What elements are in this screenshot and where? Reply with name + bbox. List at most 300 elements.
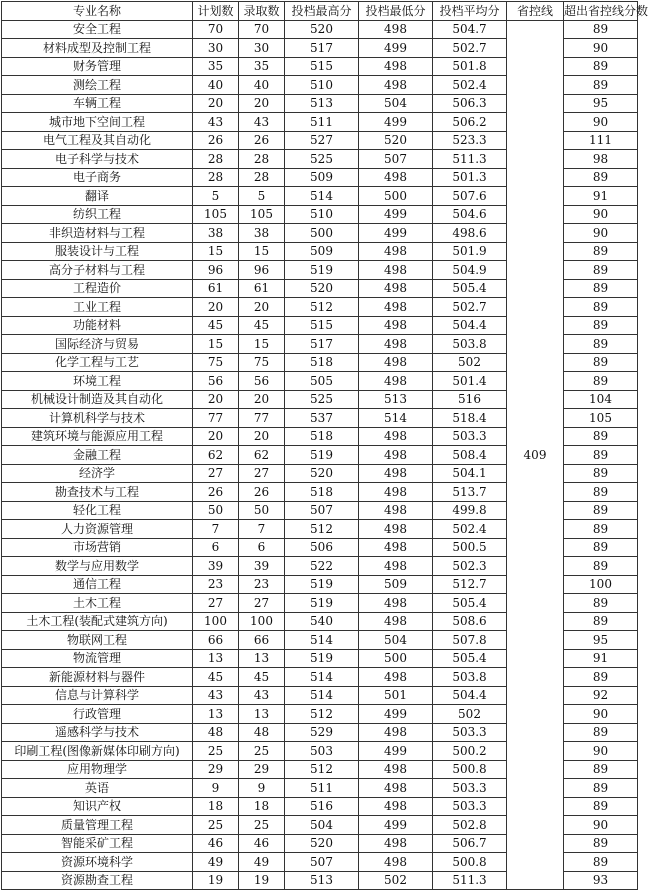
cell-avg-score: 503.3: [433, 797, 507, 816]
cell-avg-score: 504.1: [433, 464, 507, 483]
cell-plan-count: 20: [193, 427, 239, 446]
cell-above-control: 89: [564, 483, 638, 502]
cell-above-control: 89: [564, 797, 638, 816]
cell-min-score: 509: [359, 575, 433, 594]
cell-major: 城市地下空间工程: [2, 113, 193, 132]
header-major: 专业名称: [2, 2, 193, 21]
cell-above-control: 89: [564, 427, 638, 446]
cell-major: 机械设计制造及其自动化: [2, 390, 193, 409]
cell-plan-count: 26: [193, 483, 239, 502]
cell-above-control: 89: [564, 298, 638, 317]
cell-admitted-count: 70: [239, 20, 285, 39]
cell-above-control: 89: [564, 168, 638, 187]
cell-major: 工程造价: [2, 279, 193, 298]
cell-major: 物联网工程: [2, 631, 193, 650]
cell-min-score: 502: [359, 871, 433, 890]
cell-min-score: 498: [359, 57, 433, 76]
cell-admitted-count: 23: [239, 575, 285, 594]
cell-above-control: 89: [564, 446, 638, 465]
cell-above-control: 90: [564, 742, 638, 761]
cell-plan-count: 28: [193, 168, 239, 187]
cell-major: 资源环境科学: [2, 853, 193, 872]
cell-above-control: 89: [564, 760, 638, 779]
cell-admitted-count: 61: [239, 279, 285, 298]
cell-above-control: 89: [564, 668, 638, 687]
cell-min-score: 498: [359, 668, 433, 687]
cell-plan-count: 61: [193, 279, 239, 298]
cell-admitted-count: 15: [239, 335, 285, 354]
cell-min-score: 498: [359, 76, 433, 95]
cell-min-score: 498: [359, 723, 433, 742]
cell-avg-score: 507.8: [433, 631, 507, 650]
cell-major: 车辆工程: [2, 94, 193, 113]
cell-max-score: 510: [285, 76, 359, 95]
cell-plan-count: 70: [193, 20, 239, 39]
cell-plan-count: 43: [193, 686, 239, 705]
cell-min-score: 498: [359, 501, 433, 520]
cell-admitted-count: 30: [239, 39, 285, 58]
cell-avg-score: 498.6: [433, 224, 507, 243]
cell-avg-score: 504.4: [433, 316, 507, 335]
cell-avg-score: 508.4: [433, 446, 507, 465]
cell-admitted-count: 62: [239, 446, 285, 465]
cell-major: 新能源材料与器件: [2, 668, 193, 687]
cell-max-score: 517: [285, 39, 359, 58]
cell-above-control: 89: [564, 520, 638, 539]
cell-avg-score: 505.4: [433, 279, 507, 298]
cell-avg-score: 502.4: [433, 520, 507, 539]
cell-admitted-count: 20: [239, 427, 285, 446]
cell-major: 物流管理: [2, 649, 193, 668]
cell-major: 电子科学与技术: [2, 150, 193, 169]
cell-avg-score: 501.9: [433, 242, 507, 261]
cell-max-score: 540: [285, 612, 359, 631]
cell-admitted-count: 26: [239, 483, 285, 502]
cell-max-score: 522: [285, 557, 359, 576]
cell-major: 应用物理学: [2, 760, 193, 779]
cell-min-score: 499: [359, 39, 433, 58]
cell-plan-count: 26: [193, 131, 239, 150]
cell-major: 电气工程及其自动化: [2, 131, 193, 150]
cell-avg-score: 511.3: [433, 871, 507, 890]
cell-above-control: 89: [564, 372, 638, 391]
cell-above-control: 89: [564, 20, 638, 39]
cell-max-score: 509: [285, 242, 359, 261]
cell-major: 质量管理工程: [2, 816, 193, 835]
cell-admitted-count: 56: [239, 372, 285, 391]
cell-avg-score: 502.8: [433, 816, 507, 835]
cell-max-score: 518: [285, 427, 359, 446]
header-row: [2, 2, 638, 21]
cell-min-score: 504: [359, 631, 433, 650]
cell-plan-count: 75: [193, 353, 239, 372]
cell-major: 建筑环境与能源应用工程: [2, 427, 193, 446]
cell-min-score: 499: [359, 742, 433, 761]
cell-above-control: 95: [564, 631, 638, 650]
cell-min-score: 498: [359, 335, 433, 354]
cell-admitted-count: 45: [239, 316, 285, 335]
cell-avg-score: 504.6: [433, 205, 507, 224]
cell-plan-count: 18: [193, 797, 239, 816]
cell-min-score: 498: [359, 483, 433, 502]
cell-above-control: 104: [564, 390, 638, 409]
cell-plan-count: 105: [193, 205, 239, 224]
cell-avg-score: 504.9: [433, 261, 507, 280]
cell-major: 功能材料: [2, 316, 193, 335]
cell-min-score: 498: [359, 353, 433, 372]
cell-avg-score: 516: [433, 390, 507, 409]
cell-avg-score: 502.7: [433, 39, 507, 58]
cell-admitted-count: 38: [239, 224, 285, 243]
cell-min-score: 498: [359, 853, 433, 872]
cell-avg-score: 502: [433, 353, 507, 372]
cell-major: 安全工程: [2, 20, 193, 39]
cell-admitted-count: 13: [239, 649, 285, 668]
cell-min-score: 498: [359, 261, 433, 280]
cell-plan-count: 13: [193, 705, 239, 724]
cell-admitted-count: 35: [239, 57, 285, 76]
cell-avg-score: 501.4: [433, 372, 507, 391]
cell-admitted-count: 6: [239, 538, 285, 557]
cell-avg-score: 500.8: [433, 853, 507, 872]
cell-major: 纺织工程: [2, 205, 193, 224]
cell-above-control: 90: [564, 224, 638, 243]
cell-min-score: 498: [359, 298, 433, 317]
cell-major: 化学工程与工艺: [2, 353, 193, 372]
cell-avg-score: 501.3: [433, 168, 507, 187]
cell-max-score: 520: [285, 20, 359, 39]
cell-admitted-count: 20: [239, 298, 285, 317]
cell-min-score: 498: [359, 427, 433, 446]
cell-max-score: 512: [285, 298, 359, 317]
cell-min-score: 499: [359, 205, 433, 224]
cell-major: 经济学: [2, 464, 193, 483]
cell-plan-count: 66: [193, 631, 239, 650]
cell-above-control: 111: [564, 131, 638, 150]
cell-major: 知识产权: [2, 797, 193, 816]
cell-min-score: 504: [359, 94, 433, 113]
cell-above-control: 89: [564, 261, 638, 280]
cell-above-control: 89: [564, 779, 638, 798]
cell-admitted-count: 27: [239, 594, 285, 613]
cell-max-score: 500: [285, 224, 359, 243]
cell-admitted-count: 29: [239, 760, 285, 779]
table-row: [2, 20, 638, 39]
cell-admitted-count: 20: [239, 94, 285, 113]
cell-min-score: 501: [359, 686, 433, 705]
cell-max-score: 525: [285, 390, 359, 409]
cell-plan-count: 25: [193, 742, 239, 761]
cell-avg-score: 500.2: [433, 742, 507, 761]
cell-plan-count: 100: [193, 612, 239, 631]
cell-min-score: 498: [359, 242, 433, 261]
cell-admitted-count: 100: [239, 612, 285, 631]
cell-admitted-count: 43: [239, 686, 285, 705]
cell-min-score: 499: [359, 224, 433, 243]
cell-min-score: 498: [359, 372, 433, 391]
cell-min-score: 498: [359, 760, 433, 779]
cell-admitted-count: 18: [239, 797, 285, 816]
cell-plan-count: 48: [193, 723, 239, 742]
cell-min-score: 498: [359, 520, 433, 539]
cell-admitted-count: 43: [239, 113, 285, 132]
cell-max-score: 509: [285, 168, 359, 187]
cell-max-score: 504: [285, 816, 359, 835]
cell-avg-score: 506.2: [433, 113, 507, 132]
cell-admitted-count: 77: [239, 409, 285, 428]
cell-max-score: 519: [285, 446, 359, 465]
cell-major: 测绘工程: [2, 76, 193, 95]
cell-max-score: 506: [285, 538, 359, 557]
cell-max-score: 520: [285, 834, 359, 853]
cell-max-score: 511: [285, 779, 359, 798]
cell-max-score: 512: [285, 760, 359, 779]
cell-major: 工业工程: [2, 298, 193, 317]
cell-plan-count: 27: [193, 594, 239, 613]
cell-plan-count: 15: [193, 335, 239, 354]
cell-above-control: 105: [564, 409, 638, 428]
cell-avg-score: 504.4: [433, 686, 507, 705]
cell-avg-score: 518.4: [433, 409, 507, 428]
cell-above-control: 89: [564, 501, 638, 520]
cell-above-control: 89: [564, 242, 638, 261]
cell-plan-count: 23: [193, 575, 239, 594]
cell-min-score: 498: [359, 557, 433, 576]
cell-min-score: 498: [359, 20, 433, 39]
cell-plan-count: 56: [193, 372, 239, 391]
cell-max-score: 517: [285, 335, 359, 354]
cell-above-control: 89: [564, 557, 638, 576]
cell-avg-score: 508.6: [433, 612, 507, 631]
cell-above-control: 89: [564, 316, 638, 335]
cell-plan-count: 50: [193, 501, 239, 520]
cell-above-control: 90: [564, 113, 638, 132]
cell-admitted-count: 25: [239, 742, 285, 761]
cell-max-score: 507: [285, 853, 359, 872]
cell-max-score: 519: [285, 594, 359, 613]
cell-major: 计算机科学与技术: [2, 409, 193, 428]
cell-control-line: 409: [507, 20, 564, 890]
cell-admitted-count: 9: [239, 779, 285, 798]
cell-major: 土木工程: [2, 594, 193, 613]
cell-avg-score: 501.8: [433, 57, 507, 76]
cell-admitted-count: 49: [239, 853, 285, 872]
cell-plan-count: 13: [193, 649, 239, 668]
cell-major: 非织造材料与工程: [2, 224, 193, 243]
header-max-score: 投档最高分: [285, 2, 359, 21]
cell-min-score: 500: [359, 649, 433, 668]
cell-plan-count: 77: [193, 409, 239, 428]
cell-plan-count: 27: [193, 464, 239, 483]
cell-major: 英语: [2, 779, 193, 798]
cell-plan-count: 7: [193, 520, 239, 539]
cell-min-score: 499: [359, 816, 433, 835]
cell-above-control: 89: [564, 834, 638, 853]
cell-plan-count: 62: [193, 446, 239, 465]
cell-major: 服装设计与工程: [2, 242, 193, 261]
cell-avg-score: 503.8: [433, 668, 507, 687]
cell-above-control: 98: [564, 150, 638, 169]
cell-avg-score: 512.7: [433, 575, 507, 594]
cell-avg-score: 499.8: [433, 501, 507, 520]
cell-min-score: 520: [359, 131, 433, 150]
cell-plan-count: 35: [193, 57, 239, 76]
cell-min-score: 498: [359, 279, 433, 298]
cell-avg-score: 500.8: [433, 760, 507, 779]
cell-above-control: 95: [564, 94, 638, 113]
cell-avg-score: 505.4: [433, 649, 507, 668]
cell-max-score: 514: [285, 631, 359, 650]
cell-min-score: 498: [359, 446, 433, 465]
cell-plan-count: 28: [193, 150, 239, 169]
cell-min-score: 498: [359, 594, 433, 613]
cell-min-score: 498: [359, 797, 433, 816]
cell-max-score: 503: [285, 742, 359, 761]
cell-plan-count: 45: [193, 668, 239, 687]
cell-admitted-count: 25: [239, 816, 285, 835]
cell-admitted-count: 20: [239, 390, 285, 409]
cell-avg-score: 500.5: [433, 538, 507, 557]
cell-above-control: 89: [564, 57, 638, 76]
cell-max-score: 514: [285, 187, 359, 206]
cell-max-score: 518: [285, 353, 359, 372]
cell-major: 人力资源管理: [2, 520, 193, 539]
cell-avg-score: 506.3: [433, 94, 507, 113]
cell-plan-count: 20: [193, 390, 239, 409]
cell-max-score: 519: [285, 649, 359, 668]
cell-above-control: 90: [564, 205, 638, 224]
cell-admitted-count: 7: [239, 520, 285, 539]
cell-admitted-count: 19: [239, 871, 285, 890]
cell-plan-count: 25: [193, 816, 239, 835]
header-above-control: 超出省控线分数: [564, 2, 638, 21]
cell-max-score: 518: [285, 483, 359, 502]
cell-above-control: 89: [564, 335, 638, 354]
cell-min-score: 498: [359, 168, 433, 187]
cell-plan-count: 19: [193, 871, 239, 890]
cell-above-control: 89: [564, 279, 638, 298]
cell-avg-score: 523.3: [433, 131, 507, 150]
cell-max-score: 520: [285, 464, 359, 483]
cell-above-control: 89: [564, 594, 638, 613]
cell-min-score: 507: [359, 150, 433, 169]
cell-avg-score: 513.7: [433, 483, 507, 502]
cell-admitted-count: 50: [239, 501, 285, 520]
cell-min-score: 498: [359, 538, 433, 557]
cell-plan-count: 39: [193, 557, 239, 576]
cell-max-score: 519: [285, 261, 359, 280]
cell-major: 金融工程: [2, 446, 193, 465]
cell-max-score: 513: [285, 871, 359, 890]
cell-above-control: 89: [564, 464, 638, 483]
cell-above-control: 89: [564, 353, 638, 372]
cell-plan-count: 96: [193, 261, 239, 280]
cell-max-score: 525: [285, 150, 359, 169]
cell-major: 勘查技术与工程: [2, 483, 193, 502]
cell-above-control: 92: [564, 686, 638, 705]
cell-avg-score: 503.3: [433, 723, 507, 742]
cell-min-score: 498: [359, 834, 433, 853]
cell-above-control: 100: [564, 575, 638, 594]
cell-plan-count: 49: [193, 853, 239, 872]
cell-plan-count: 20: [193, 94, 239, 113]
cell-admitted-count: 13: [239, 705, 285, 724]
cell-above-control: 89: [564, 853, 638, 872]
cell-admitted-count: 75: [239, 353, 285, 372]
cell-major: 数学与应用数学: [2, 557, 193, 576]
cell-avg-score: 503.3: [433, 779, 507, 798]
cell-avg-score: 502: [433, 705, 507, 724]
cell-admitted-count: 27: [239, 464, 285, 483]
cell-min-score: 513: [359, 390, 433, 409]
cell-admitted-count: 96: [239, 261, 285, 280]
cell-above-control: 89: [564, 76, 638, 95]
cell-max-score: 511: [285, 113, 359, 132]
cell-min-score: 514: [359, 409, 433, 428]
cell-min-score: 499: [359, 705, 433, 724]
admission-score-table: [1, 1, 648, 890]
cell-plan-count: 38: [193, 224, 239, 243]
cell-above-control: 91: [564, 649, 638, 668]
cell-avg-score: 502.4: [433, 76, 507, 95]
cell-admitted-count: 28: [239, 168, 285, 187]
cell-major: 国际经济与贸易: [2, 335, 193, 354]
cell-plan-count: 6: [193, 538, 239, 557]
cell-min-score: 498: [359, 612, 433, 631]
cell-admitted-count: 28: [239, 150, 285, 169]
cell-avg-score: 507.6: [433, 187, 507, 206]
cell-max-score: 527: [285, 131, 359, 150]
cell-plan-count: 46: [193, 834, 239, 853]
cell-admitted-count: 45: [239, 668, 285, 687]
cell-max-score: 516: [285, 797, 359, 816]
cell-avg-score: 503.8: [433, 335, 507, 354]
cell-major: 市场营销: [2, 538, 193, 557]
cell-avg-score: 505.4: [433, 594, 507, 613]
cell-plan-count: 20: [193, 298, 239, 317]
cell-max-score: 510: [285, 205, 359, 224]
cell-above-control: 89: [564, 538, 638, 557]
cell-major: 智能采矿工程: [2, 834, 193, 853]
cell-max-score: 505: [285, 372, 359, 391]
cell-avg-score: 503.3: [433, 427, 507, 446]
cell-max-score: 529: [285, 723, 359, 742]
cell-plan-count: 40: [193, 76, 239, 95]
cell-min-score: 498: [359, 779, 433, 798]
cell-plan-count: 9: [193, 779, 239, 798]
cell-min-score: 498: [359, 316, 433, 335]
cell-major: 财务管理: [2, 57, 193, 76]
cell-max-score: 519: [285, 575, 359, 594]
cell-max-score: 512: [285, 520, 359, 539]
cell-admitted-count: 40: [239, 76, 285, 95]
cell-major: 遥感科学与技术: [2, 723, 193, 742]
cell-major: 信息与计算科学: [2, 686, 193, 705]
table-body: [2, 20, 638, 890]
cell-avg-score: 506.7: [433, 834, 507, 853]
cell-max-score: 515: [285, 316, 359, 335]
cell-major: 土木工程(装配式建筑方向): [2, 612, 193, 631]
cell-above-control: 89: [564, 723, 638, 742]
cell-above-control: 91: [564, 187, 638, 206]
cell-major: 印刷工程(图像新媒体印刷方向): [2, 742, 193, 761]
cell-plan-count: 15: [193, 242, 239, 261]
header-plan-count: 计划数: [193, 2, 239, 21]
cell-max-score: 507: [285, 501, 359, 520]
cell-min-score: 498: [359, 464, 433, 483]
cell-admitted-count: 39: [239, 557, 285, 576]
header-control-line: 省控线: [507, 2, 564, 21]
